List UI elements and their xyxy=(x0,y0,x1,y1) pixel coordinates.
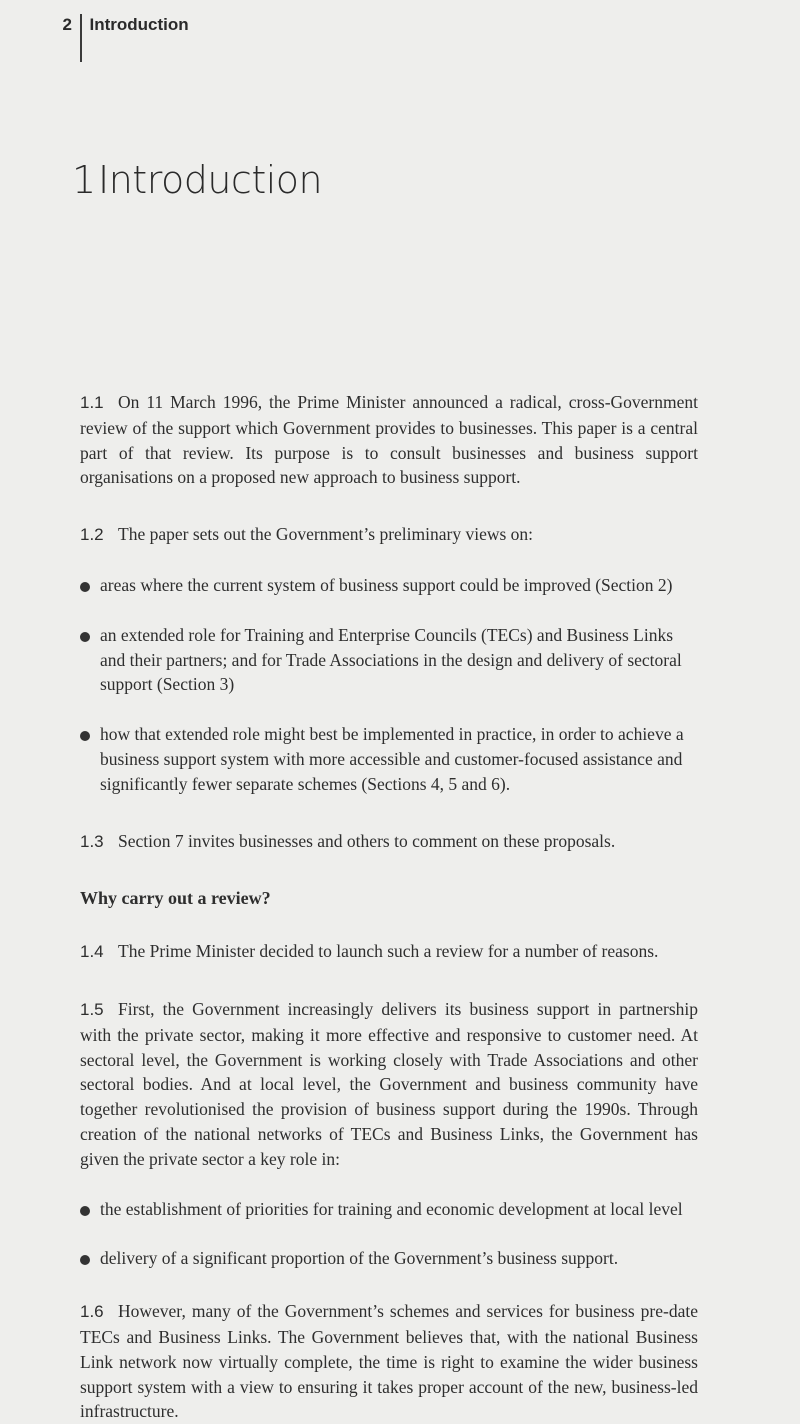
bullet-item xyxy=(80,722,698,796)
bullet-icon xyxy=(80,632,90,642)
paragraph-text: Section 7 invites businesses and others to comment on these proposals. xyxy=(118,830,616,851)
bullet-text: areas where the current system of business support could be improved (Section 2) xyxy=(100,574,673,595)
bullet-item xyxy=(80,573,698,598)
paragraph-1-6 xyxy=(80,1299,698,1424)
paragraph-1-2 xyxy=(80,522,698,548)
paragraph-number: 1.2 xyxy=(80,525,104,545)
body-text xyxy=(80,390,698,1424)
page-number: 2 xyxy=(62,15,72,34)
chapter-title: Introduction xyxy=(98,158,323,202)
bullet-icon xyxy=(80,731,90,741)
chapter-number: 1 xyxy=(72,158,96,202)
paragraph-text: On 11 March 1996, the Prime Minister announced a radical, cross-Government review of the support which Government provides to businesses. This paper is a central part of that review. Its purpose is to consult businesses and business support organisations on a proposed new approach to business support. xyxy=(80,392,698,488)
paragraph-number: 1.1 xyxy=(80,393,104,412)
chapter-heading xyxy=(72,155,322,205)
paragraph-number: 1.6 xyxy=(80,1302,104,1322)
bullet-text: delivery of a significant proportion of the Government’s business support. xyxy=(100,1248,619,1269)
bullet-text: how that extended role might best be implemented in practice, in order to achieve a business support system with more accessible and customer-focused assistance and significantly fewer separate schemes (Sections 4, 5 and 6). xyxy=(100,724,684,794)
bullet-item xyxy=(80,1197,698,1222)
paragraph-number: 1.3 xyxy=(80,831,104,851)
paragraph-text: The Prime Minister decided to launch such a review for a number of reasons. xyxy=(118,941,659,962)
paragraph-1-4 xyxy=(80,939,698,965)
bullet-text: the establishment of priorities for training and economic development at local level xyxy=(100,1198,683,1219)
bullet-icon xyxy=(80,1255,90,1265)
section-heading: Why carry out a review? xyxy=(80,888,271,909)
paragraph-1-1 xyxy=(80,390,698,490)
paragraph-1-3 xyxy=(80,829,698,855)
running-head xyxy=(0,14,189,62)
paragraph-text: The paper sets out the Government’s preliminary views on: xyxy=(118,524,534,545)
bullet-icon xyxy=(80,582,90,592)
bullet-icon xyxy=(80,1206,90,1216)
running-head-title: Introduction xyxy=(89,15,189,34)
bullet-item xyxy=(80,623,698,697)
paragraph-text: First, the Government increasingly delivers its business support in partnership with the private sector, making it more effective and responsive to customer need. At sectoral level, the Government is working closely with Trade Associations and other sectoral bodies. And at local level, the Government and business community have together revolutionised the provision of business support during the 1990s. Through creation of the national networks of TECs and Business Links, the Government has given the private sector a key role in: xyxy=(80,998,698,1169)
bullet-item xyxy=(80,1246,698,1271)
paragraph-text: However, many of the Government’s schemes and services for business pre-date TECs and Business Links. The Government believes that, with the national Business Link network now virtually complete, the time is right to examine the wider business support system with a view to ensuring it takes proper account of the new, business-led infrastructure. xyxy=(80,1301,698,1422)
paragraph-number: 1.5 xyxy=(80,999,104,1019)
paragraph-1-5 xyxy=(80,997,698,1172)
bullet-text: an extended role for Training and Enterprise Councils (TECs) and Business Links and their partners; and for Trade Associations in the design and delivery of sectoral support (Section 3) xyxy=(100,624,682,695)
paragraph-number: 1.4 xyxy=(80,942,104,962)
